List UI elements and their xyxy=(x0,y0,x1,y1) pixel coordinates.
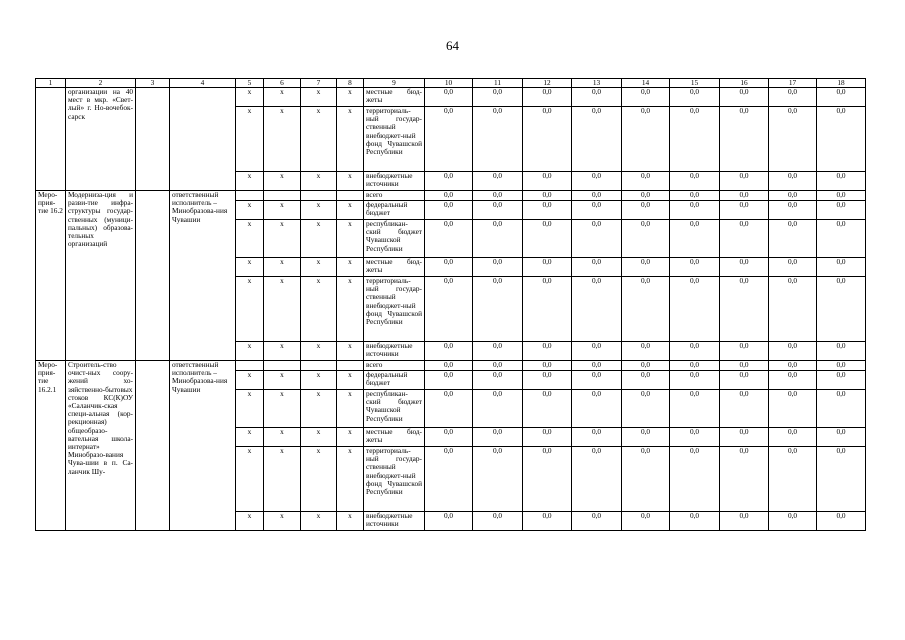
code-cell: х xyxy=(264,220,301,258)
value-cell: 0,0 xyxy=(720,191,769,201)
code-cell xyxy=(301,361,337,371)
value-cell: 0,0 xyxy=(622,390,670,428)
code-cell: х xyxy=(236,220,264,258)
value-cell: 0,0 xyxy=(523,220,572,258)
code-cell: х xyxy=(301,201,337,220)
header-cell: 2 xyxy=(66,79,136,88)
value-cell: 0,0 xyxy=(425,107,473,172)
value-cell: 0,0 xyxy=(769,342,817,361)
code-cell: х xyxy=(264,88,301,107)
value-cell: 0,0 xyxy=(572,191,622,201)
value-cell: 0,0 xyxy=(720,258,769,277)
code-cell: х xyxy=(337,201,364,220)
value-cell: 0,0 xyxy=(720,220,769,258)
value-cell: 0,0 xyxy=(572,361,622,371)
value-cell: 0,0 xyxy=(425,512,473,531)
value-cell: 0,0 xyxy=(572,512,622,531)
budget-table xyxy=(35,78,866,531)
value-cell: 0,0 xyxy=(720,512,769,531)
code-cell: х xyxy=(236,371,264,390)
value-cell: 0,0 xyxy=(523,191,572,201)
value-cell: 0,0 xyxy=(473,342,523,361)
code-cell: х xyxy=(236,277,264,342)
header-cell: 6 xyxy=(264,79,301,88)
value-cell: 0,0 xyxy=(523,258,572,277)
value-cell: 0,0 xyxy=(817,107,866,172)
code-cell: х xyxy=(337,390,364,428)
value-cell: 0,0 xyxy=(720,277,769,342)
header-cell: 15 xyxy=(670,79,720,88)
value-cell: 0,0 xyxy=(622,447,670,512)
value-cell: 0,0 xyxy=(769,447,817,512)
code-cell: х xyxy=(236,390,264,428)
code-cell: х xyxy=(301,172,337,191)
value-cell: 0,0 xyxy=(523,447,572,512)
value-cell: 0,0 xyxy=(817,390,866,428)
value-cell: 0,0 xyxy=(523,342,572,361)
value-cell: 0,0 xyxy=(572,390,622,428)
goal-cell xyxy=(136,191,170,361)
code-cell: х xyxy=(337,371,364,390)
value-cell: 0,0 xyxy=(523,371,572,390)
code-cell: х xyxy=(264,342,301,361)
code-cell xyxy=(301,191,337,201)
value-cell: 0,0 xyxy=(523,512,572,531)
value-cell: 0,0 xyxy=(473,201,523,220)
funding-source: местные бюд-жеты xyxy=(364,428,425,447)
value-cell: 0,0 xyxy=(670,191,720,201)
funding-source: территориаль-ный государ-ственный внебюджет-ный фонд Чувашской Республики xyxy=(364,107,425,172)
event-id xyxy=(36,88,66,191)
value-cell: 0,0 xyxy=(473,220,523,258)
table-row xyxy=(36,361,866,371)
code-cell: х xyxy=(264,201,301,220)
value-cell: 0,0 xyxy=(720,107,769,172)
value-cell: 0,0 xyxy=(622,191,670,201)
value-cell: 0,0 xyxy=(425,447,473,512)
value-cell: 0,0 xyxy=(523,428,572,447)
code-cell: х xyxy=(264,172,301,191)
value-cell: 0,0 xyxy=(817,371,866,390)
value-cell: 0,0 xyxy=(425,428,473,447)
code-cell: х xyxy=(301,277,337,342)
value-cell: 0,0 xyxy=(817,88,866,107)
header-cell: 1 xyxy=(36,79,66,88)
value-cell: 0,0 xyxy=(817,201,866,220)
value-cell: 0,0 xyxy=(622,512,670,531)
value-cell: 0,0 xyxy=(473,277,523,342)
code-cell: х xyxy=(337,447,364,512)
code-cell: х xyxy=(301,88,337,107)
code-cell: х xyxy=(337,512,364,531)
code-cell: х xyxy=(301,220,337,258)
value-cell: 0,0 xyxy=(425,172,473,191)
funding-source: внебюджетные источники xyxy=(364,342,425,361)
value-cell: 0,0 xyxy=(817,342,866,361)
table-row xyxy=(36,88,866,107)
code-cell: х xyxy=(337,277,364,342)
code-cell: х xyxy=(264,371,301,390)
value-cell: 0,0 xyxy=(817,361,866,371)
code-cell: х xyxy=(337,258,364,277)
value-cell: 0,0 xyxy=(720,361,769,371)
funding-source: местные бюд-жеты xyxy=(364,258,425,277)
value-cell: 0,0 xyxy=(473,390,523,428)
value-cell: 0,0 xyxy=(622,201,670,220)
value-cell: 0,0 xyxy=(769,172,817,191)
code-cell: х xyxy=(337,342,364,361)
page-number: 64 xyxy=(446,38,459,53)
value-cell: 0,0 xyxy=(769,371,817,390)
value-cell: 0,0 xyxy=(769,107,817,172)
value-cell: 0,0 xyxy=(670,172,720,191)
event-name: организации на 40 мест в мкр. «Свет-лый» г. Но-вочебок-сарск xyxy=(66,88,136,191)
value-cell: 0,0 xyxy=(720,428,769,447)
table-row xyxy=(36,191,866,201)
code-cell xyxy=(236,361,264,371)
value-cell: 0,0 xyxy=(425,201,473,220)
value-cell: 0,0 xyxy=(572,258,622,277)
value-cell: 0,0 xyxy=(572,107,622,172)
value-cell: 0,0 xyxy=(670,88,720,107)
value-cell: 0,0 xyxy=(670,447,720,512)
value-cell: 0,0 xyxy=(720,342,769,361)
header-row xyxy=(36,79,866,88)
header-cell: 7 xyxy=(301,79,337,88)
funding-source: внебюджетные источники xyxy=(364,512,425,531)
value-cell: 0,0 xyxy=(622,361,670,371)
code-cell: х xyxy=(301,371,337,390)
value-cell: 0,0 xyxy=(473,361,523,371)
value-cell: 0,0 xyxy=(720,201,769,220)
value-cell: 0,0 xyxy=(817,447,866,512)
code-cell: х xyxy=(236,172,264,191)
code-cell: х xyxy=(337,107,364,172)
value-cell: 0,0 xyxy=(425,191,473,201)
value-cell: 0,0 xyxy=(769,361,817,371)
value-cell: 0,0 xyxy=(817,191,866,201)
value-cell: 0,0 xyxy=(425,88,473,107)
value-cell: 0,0 xyxy=(817,258,866,277)
value-cell: 0,0 xyxy=(817,428,866,447)
value-cell: 0,0 xyxy=(622,428,670,447)
value-cell: 0,0 xyxy=(523,390,572,428)
code-cell xyxy=(337,191,364,201)
value-cell: 0,0 xyxy=(769,390,817,428)
value-cell: 0,0 xyxy=(572,220,622,258)
event-name: Модерниза-ция и разви-тие инфра-структуры государ-ственных (муници-пальных) образова-тельных организаций xyxy=(66,191,136,361)
value-cell: 0,0 xyxy=(523,277,572,342)
event-name: Строитель-ство очист-ных соору-жений хо-зяйственно-бытовых стоков КС(К)ОУ «Саланчик-ская специ-альная (кор-рекционная) общеобразо-вательная школа-интернат» Минобразо-вания Чува-шии в п. Са-ланчик Шу- xyxy=(66,361,136,531)
value-cell: 0,0 xyxy=(769,220,817,258)
executor: ответственный исполнитель – Минобразова-ния Чувашии xyxy=(170,361,236,531)
code-cell: х xyxy=(236,512,264,531)
value-cell: 0,0 xyxy=(572,201,622,220)
value-cell: 0,0 xyxy=(720,371,769,390)
header-cell: 18 xyxy=(817,79,866,88)
value-cell: 0,0 xyxy=(572,172,622,191)
value-cell: 0,0 xyxy=(817,277,866,342)
header-cell: 8 xyxy=(337,79,364,88)
value-cell: 0,0 xyxy=(769,512,817,531)
code-cell: х xyxy=(301,107,337,172)
code-cell: х xyxy=(301,342,337,361)
value-cell: 0,0 xyxy=(473,512,523,531)
code-cell: х xyxy=(337,172,364,191)
value-cell: 0,0 xyxy=(572,447,622,512)
value-cell: 0,0 xyxy=(769,277,817,342)
value-cell: 0,0 xyxy=(817,172,866,191)
value-cell: 0,0 xyxy=(769,201,817,220)
value-cell: 0,0 xyxy=(817,512,866,531)
executor xyxy=(170,88,236,191)
code-cell xyxy=(236,191,264,201)
value-cell: 0,0 xyxy=(523,361,572,371)
code-cell: х xyxy=(264,447,301,512)
value-cell: 0,0 xyxy=(473,88,523,107)
value-cell: 0,0 xyxy=(523,107,572,172)
header-cell: 17 xyxy=(769,79,817,88)
header-cell: 9 xyxy=(364,79,425,88)
header-cell: 16 xyxy=(720,79,769,88)
value-cell: 0,0 xyxy=(622,342,670,361)
code-cell: х xyxy=(301,258,337,277)
code-cell: х xyxy=(236,107,264,172)
value-cell: 0,0 xyxy=(769,258,817,277)
code-cell: х xyxy=(236,201,264,220)
value-cell: 0,0 xyxy=(473,428,523,447)
value-cell: 0,0 xyxy=(425,361,473,371)
value-cell: 0,0 xyxy=(670,201,720,220)
value-cell: 0,0 xyxy=(572,428,622,447)
funding-source: республикан-ский бюджет Чувашской Республики xyxy=(364,220,425,258)
value-cell: 0,0 xyxy=(572,342,622,361)
value-cell: 0,0 xyxy=(622,220,670,258)
funding-source: всего xyxy=(364,191,425,201)
code-cell: х xyxy=(264,258,301,277)
funding-source: внебюджетные источники xyxy=(364,172,425,191)
value-cell: 0,0 xyxy=(572,88,622,107)
header-cell: 11 xyxy=(473,79,523,88)
funding-source: республикан-ский бюджет Чувашской Республики xyxy=(364,390,425,428)
code-cell xyxy=(264,191,301,201)
code-cell: х xyxy=(236,342,264,361)
code-cell: х xyxy=(337,428,364,447)
value-cell: 0,0 xyxy=(523,88,572,107)
value-cell: 0,0 xyxy=(622,107,670,172)
code-cell: х xyxy=(264,277,301,342)
value-cell: 0,0 xyxy=(473,258,523,277)
value-cell: 0,0 xyxy=(473,107,523,172)
goal-cell xyxy=(136,361,170,531)
header-cell: 3 xyxy=(136,79,170,88)
header-cell: 5 xyxy=(236,79,264,88)
funding-source: территориаль-ный государ-ственный внебюджет-ный фонд Чувашской Республики xyxy=(364,447,425,512)
value-cell: 0,0 xyxy=(670,107,720,172)
value-cell: 0,0 xyxy=(720,390,769,428)
value-cell: 0,0 xyxy=(769,428,817,447)
funding-source: федеральный бюджет xyxy=(364,201,425,220)
value-cell: 0,0 xyxy=(769,88,817,107)
value-cell: 0,0 xyxy=(572,277,622,342)
header-cell: 10 xyxy=(425,79,473,88)
value-cell: 0,0 xyxy=(622,277,670,342)
value-cell: 0,0 xyxy=(572,371,622,390)
header-cell: 12 xyxy=(523,79,572,88)
value-cell: 0,0 xyxy=(670,220,720,258)
value-cell: 0,0 xyxy=(670,390,720,428)
code-cell: х xyxy=(264,107,301,172)
value-cell: 0,0 xyxy=(670,361,720,371)
code-cell: х xyxy=(236,447,264,512)
value-cell: 0,0 xyxy=(473,371,523,390)
value-cell: 0,0 xyxy=(473,172,523,191)
code-cell: х xyxy=(264,390,301,428)
value-cell: 0,0 xyxy=(670,258,720,277)
funding-source: территориаль-ный государ-ственный внебюджет-ный фонд Чувашской Республики xyxy=(364,277,425,342)
funding-source: всего xyxy=(364,361,425,371)
code-cell xyxy=(337,361,364,371)
code-cell: х xyxy=(337,88,364,107)
value-cell: 0,0 xyxy=(425,220,473,258)
value-cell: 0,0 xyxy=(425,258,473,277)
value-cell: 0,0 xyxy=(425,277,473,342)
executor: ответственный исполнитель – Минобразова-ния Чувашии xyxy=(170,191,236,361)
value-cell: 0,0 xyxy=(670,428,720,447)
value-cell: 0,0 xyxy=(523,172,572,191)
header-cell: 4 xyxy=(170,79,236,88)
event-id: Меро-прия-тие 16.2 xyxy=(36,191,66,361)
value-cell: 0,0 xyxy=(473,191,523,201)
value-cell: 0,0 xyxy=(622,371,670,390)
header-cell: 13 xyxy=(572,79,622,88)
code-cell: х xyxy=(301,512,337,531)
code-cell: х xyxy=(236,428,264,447)
code-cell: х xyxy=(236,258,264,277)
code-cell: х xyxy=(301,447,337,512)
value-cell: 0,0 xyxy=(425,371,473,390)
funding-source: федеральный бюджет xyxy=(364,371,425,390)
value-cell: 0,0 xyxy=(769,191,817,201)
code-cell: х xyxy=(337,220,364,258)
value-cell: 0,0 xyxy=(817,220,866,258)
funding-source: местные бюд-жеты xyxy=(364,88,425,107)
event-id: Меро-прия-тие 16.2.1 xyxy=(36,361,66,531)
value-cell: 0,0 xyxy=(425,342,473,361)
code-cell: х xyxy=(301,390,337,428)
table-body xyxy=(36,79,866,531)
value-cell: 0,0 xyxy=(670,342,720,361)
value-cell: 0,0 xyxy=(425,390,473,428)
value-cell: 0,0 xyxy=(622,172,670,191)
code-cell xyxy=(264,361,301,371)
value-cell: 0,0 xyxy=(720,447,769,512)
value-cell: 0,0 xyxy=(720,172,769,191)
header-cell: 14 xyxy=(622,79,670,88)
code-cell: х xyxy=(264,428,301,447)
value-cell: 0,0 xyxy=(473,447,523,512)
value-cell: 0,0 xyxy=(670,371,720,390)
goal-cell xyxy=(136,88,170,191)
code-cell: х xyxy=(236,88,264,107)
value-cell: 0,0 xyxy=(720,88,769,107)
value-cell: 0,0 xyxy=(622,258,670,277)
value-cell: 0,0 xyxy=(622,88,670,107)
value-cell: 0,0 xyxy=(670,512,720,531)
value-cell: 0,0 xyxy=(523,201,572,220)
code-cell: х xyxy=(264,512,301,531)
value-cell: 0,0 xyxy=(670,277,720,342)
code-cell: х xyxy=(301,428,337,447)
